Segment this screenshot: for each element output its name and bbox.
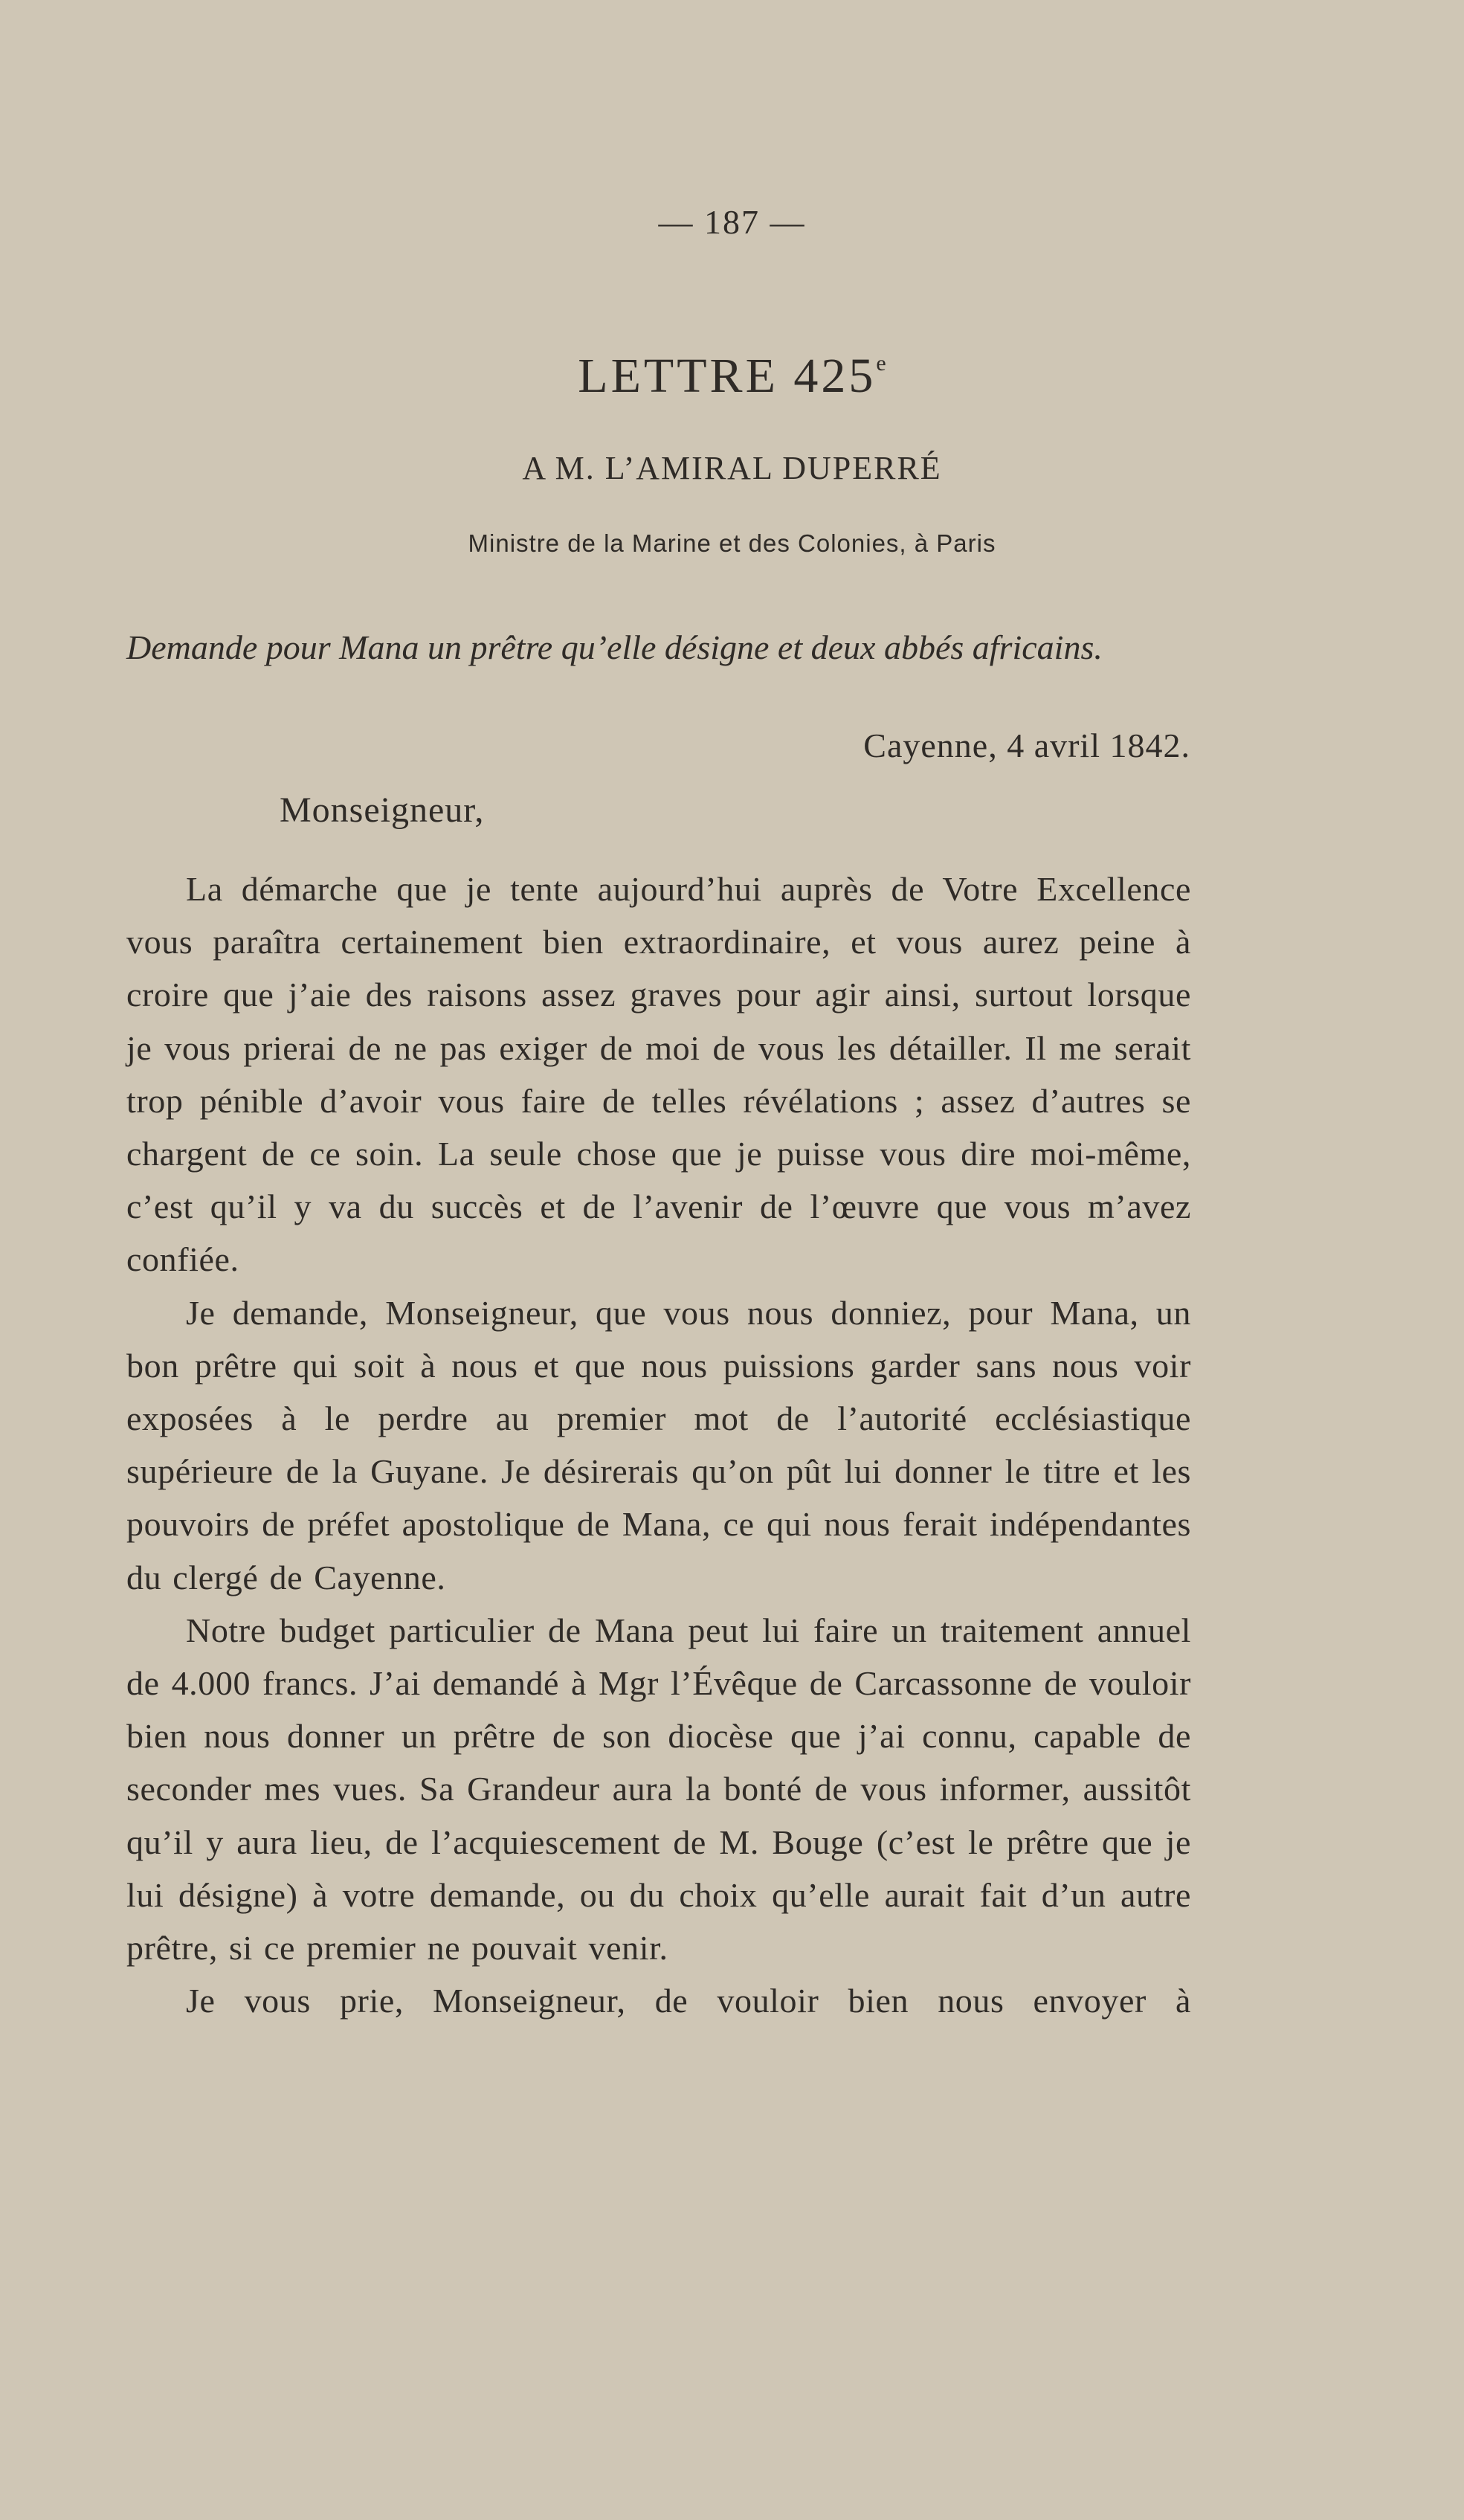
paragraph: Je vous prie, Monseigneur, de vouloir bien nous envoyer à (186, 1982, 1191, 2020)
paragraph: La démarche que je tente aujourd’hui auprès de Votre Excellence vous paraîtra certainement bien extraordinaire, et vous aurez peine à croire que j’aie des raisons assez graves pour agir ainsi, surtout lorsque je vous prierai de ne pas exiger de moi de vous les détailler. Il me serait trop pénible d’avoir vous faire de telles révélations ; assez d’autres se chargent de ce soin. La seule chose que je puisse vous dire moi-même, c’est qu’il y va du succès et de l’avenir de l’œuvre que vous m’avez confiée. (126, 870, 1191, 1279)
salutation: Monseigneur, (280, 790, 485, 830)
recipient-subtitle: Ministre de la Marine et des Colonies, à Paris (468, 529, 996, 557)
letter-summary: Demande pour Mana un prêtre qu’elle désigne et deux abbés africains. (126, 628, 1103, 666)
recipient-name: A M. L’AMIRAL DUPERRÉ (522, 450, 942, 486)
letter-body (126, 863, 1191, 2027)
page-number: — 187 — (658, 203, 806, 241)
paragraph: Je demande, Monseigneur, que vous nous donniez, pour Mana, un bon prêtre qui soit à nous et que nous puissions garder sans nous voir exposées à le perdre au premier mot de l’autorité ecclésiastique supérieure de la Guyane. Je désirerais qu’on pût lui donner le titre et les pouvoirs de préfet apostolique de Mana, ce qui nous ferait indépendantes du clergé de Cayenne. (126, 1293, 1191, 1596)
letter-title (0, 348, 1464, 405)
letter-title-text: LETTRE 425 (578, 349, 877, 403)
paragraph: Notre budget particulier de Mana peut lui faire un traitement annuel de 4.000 francs. J’ai demandé à Mgr l’Évêque de Carcassonne de vouloir bien nous donner un prêtre de son diocèse que j’ai connu, capable de seconder mes vues. Sa Grandeur aura la bonté de vous informer, aussitôt qu’il y aura lieu, de l’acquiescement de M. Bouge (c’est le prêtre que je lui désigne) à votre demande, ou du choix qu’elle aurait fait d’un autre prêtre, si ce premier ne pouvait venir. (126, 1611, 1191, 1968)
place-date: Cayenne, 4 avril 1842. (863, 726, 1190, 764)
letter-title-suffix: e (876, 351, 886, 376)
